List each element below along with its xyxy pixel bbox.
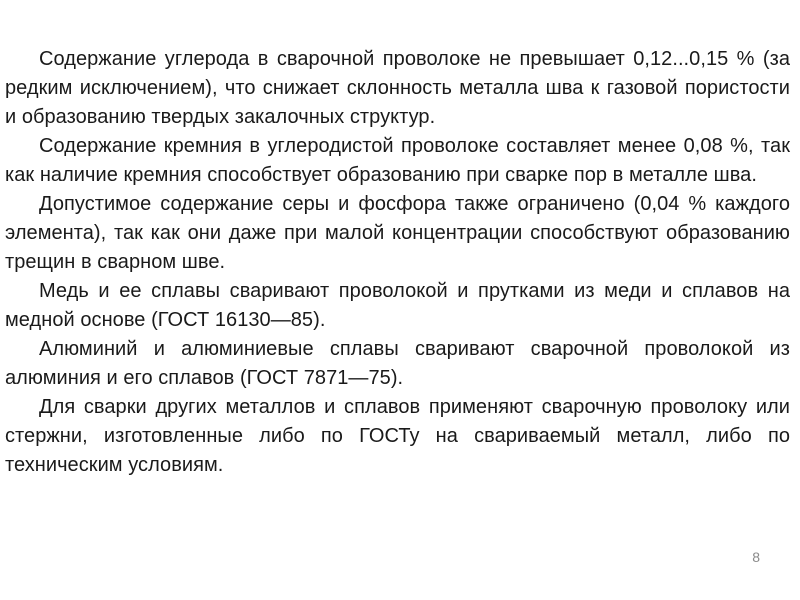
paragraph-copper-alloys: Медь и ее сплавы сваривают проволокой и прутками из меди и сплавов на медной основе (ГОСТ 16130—85). bbox=[5, 280, 790, 331]
paragraph-silicon-content: Содержание кремния в углеродистой проволоке составляет менее 0,08 %, так как наличие кремния способствует образованию при сварке пор в металле шва. bbox=[5, 135, 790, 186]
paragraph-sulfur-phosphorus: Допустимое содержание серы и фосфора также ограничено (0,04 % каждого элемента), так как они даже при малой концентрации способствуют образованию трещин в сварном шве. bbox=[5, 193, 790, 273]
page-number: 8 bbox=[752, 549, 760, 565]
paragraph-other-metals: Для сварки других металлов и сплавов применяют сварочную проволоку или стержни, изготовленные либо по ГОСТу на свариваемый металл, либо по техническим условиям. bbox=[5, 396, 790, 476]
slide-body bbox=[5, 45, 790, 480]
paragraph-carbon-content: Содержание углерода в сварочной проволоке не превышает 0,12...0,15 % (за редким исключением), что снижает склонность металла шва к газовой пористости и образованию твердых закалочных структур. bbox=[5, 48, 790, 128]
paragraph-aluminum-alloys: Алюминий и алюминиевые сплавы сваривают сварочной проволокой из алюминия и его сплавов (ГОСТ 7871—75). bbox=[5, 338, 790, 389]
